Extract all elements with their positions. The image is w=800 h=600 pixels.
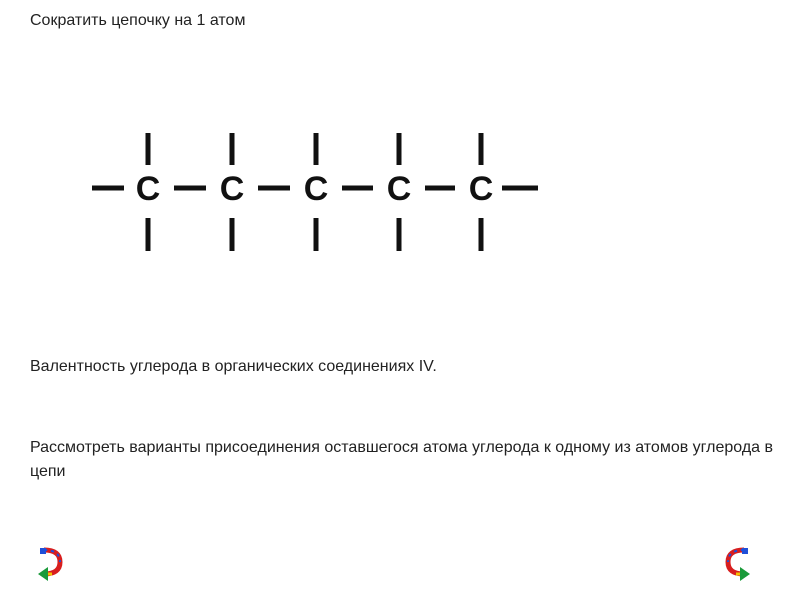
carbon-atom-5: C bbox=[468, 170, 494, 208]
instruction-text: Рассмотреть варианты присоединения оставшегося атома углерода к одному из атомов углерода в цепи bbox=[30, 439, 774, 480]
curved-back-arrow-icon bbox=[34, 544, 66, 584]
nav-next-button[interactable] bbox=[722, 544, 754, 584]
slide-title: Сократить цепочку на 1 атом bbox=[30, 12, 246, 29]
carbon-atom-3: C bbox=[303, 170, 329, 208]
carbon-atom-2: C bbox=[219, 170, 245, 208]
valence-note: Валентность углерода в органических соединениях IV. bbox=[30, 358, 437, 375]
curved-forward-arrow-icon bbox=[722, 544, 754, 584]
carbon-atom-4: C bbox=[386, 170, 412, 208]
nav-prev-button[interactable] bbox=[34, 544, 66, 584]
carbon-atom-1: C bbox=[135, 170, 161, 208]
